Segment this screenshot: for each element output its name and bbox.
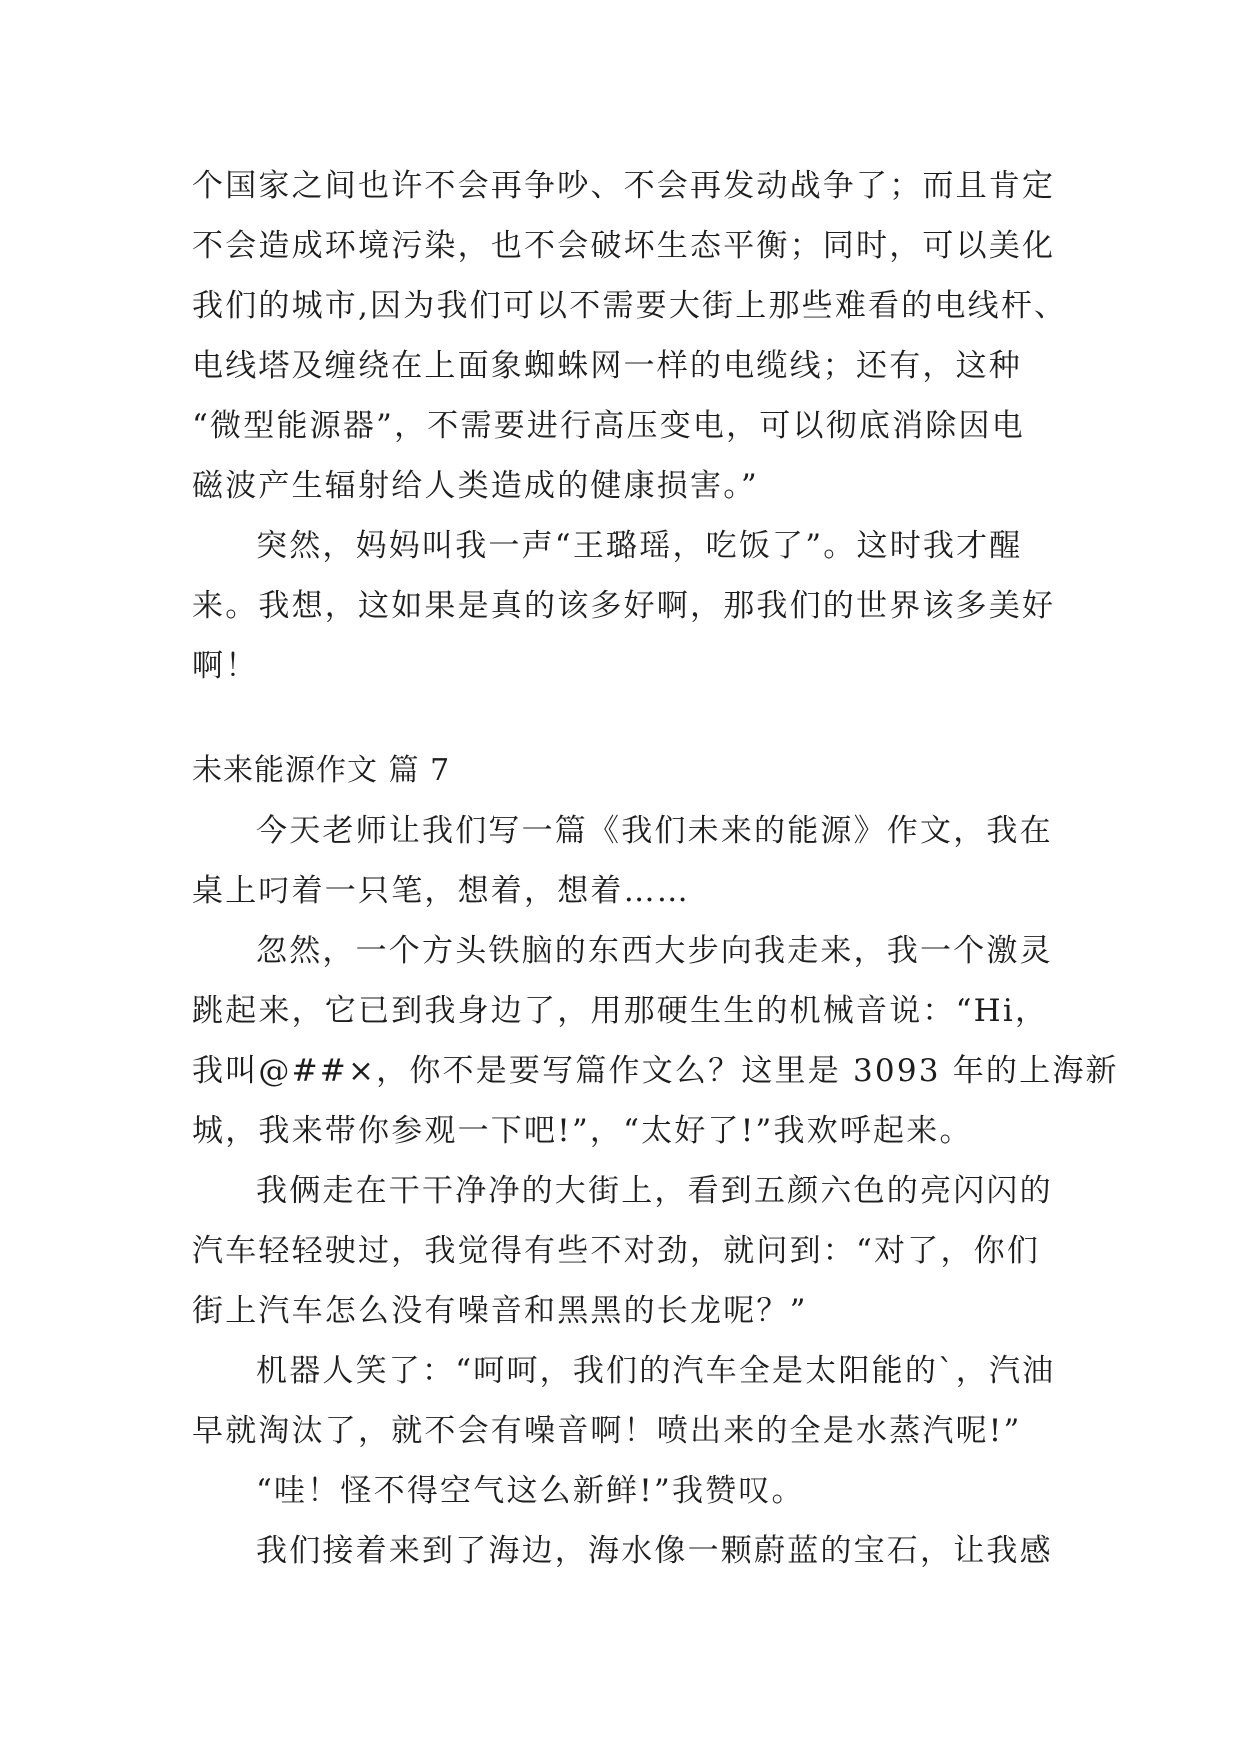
text-line: 城，我来带你参观一下吧!”，“太好了!”我欢呼起来。 (192, 1113, 973, 1149)
text-line: “哇！怪不得空气这么新鲜!”我赞叹。 (256, 1473, 805, 1509)
text-line: 电线塔及缠绕在上面象蜘蛛网一样的电缆线；还有，这种 (192, 348, 1022, 384)
text-line: 突然，妈妈叫我一声“王璐瑶，吃饭了”。这时我才醒 (256, 528, 1023, 564)
text-line: 机器人笑了：“呵呵，我们的汽车全是太阳能的`，汽油 (256, 1353, 1056, 1389)
text-line: 汽车轻轻驶过，我觉得有些不对劲，就问到：“对了，你们 (192, 1233, 1041, 1269)
text-line: 啊！ (192, 648, 259, 684)
text-line: “微型能源器”，不需要进行高压变电，可以彻底消除因电 (192, 408, 1025, 444)
text-line: 今天老师让我们写一篇《我们未来的能源》作文，我在 (256, 813, 1053, 849)
text-line: 我们接着来到了海边，海水像一颗蔚蓝的宝石，让我感 (256, 1533, 1053, 1569)
text-line: 我俩走在干干净净的大街上，看到五颜六色的亮闪闪的 (256, 1173, 1053, 1209)
section-heading: 未来能源作文 篇 7 (192, 753, 451, 788)
text-line: 桌上叼着一只笔，想着，想着…… (192, 873, 690, 909)
text-line: 街上汽车怎么没有噪音和黑黑的长龙呢？” (192, 1293, 808, 1329)
text-line: 磁波产生辐射给人类造成的健康损害。” (192, 468, 759, 504)
text-line: 个国家之间也许不会再争吵、不会再发动战争了；而且肯定 (192, 168, 1056, 204)
text-line: 不会造成环境污染，也不会破坏生态平衡；同时，可以美化 (192, 228, 1056, 264)
text-line: 我叫@##×，你不是要写篇作文么？这里是 3093 年的上海新 (192, 1053, 1119, 1089)
text-line: 忽然，一个方头铁脑的东西大步向我走来，我一个激灵 (256, 933, 1053, 969)
text-line: 早就淘汰了，就不会有噪音啊！喷出来的全是水蒸汽呢!” (192, 1413, 1022, 1449)
text-line: 我们的城市,因为我们可以不需要大街上那些难看的电线杆、 (192, 288, 1068, 324)
text-line: 来。我想，这如果是真的该多好啊，那我们的世界该多美好 (192, 588, 1056, 624)
text-line: 跳起来，它已到我身边了，用那硬生生的机械音说：“Hi， (192, 993, 1049, 1029)
